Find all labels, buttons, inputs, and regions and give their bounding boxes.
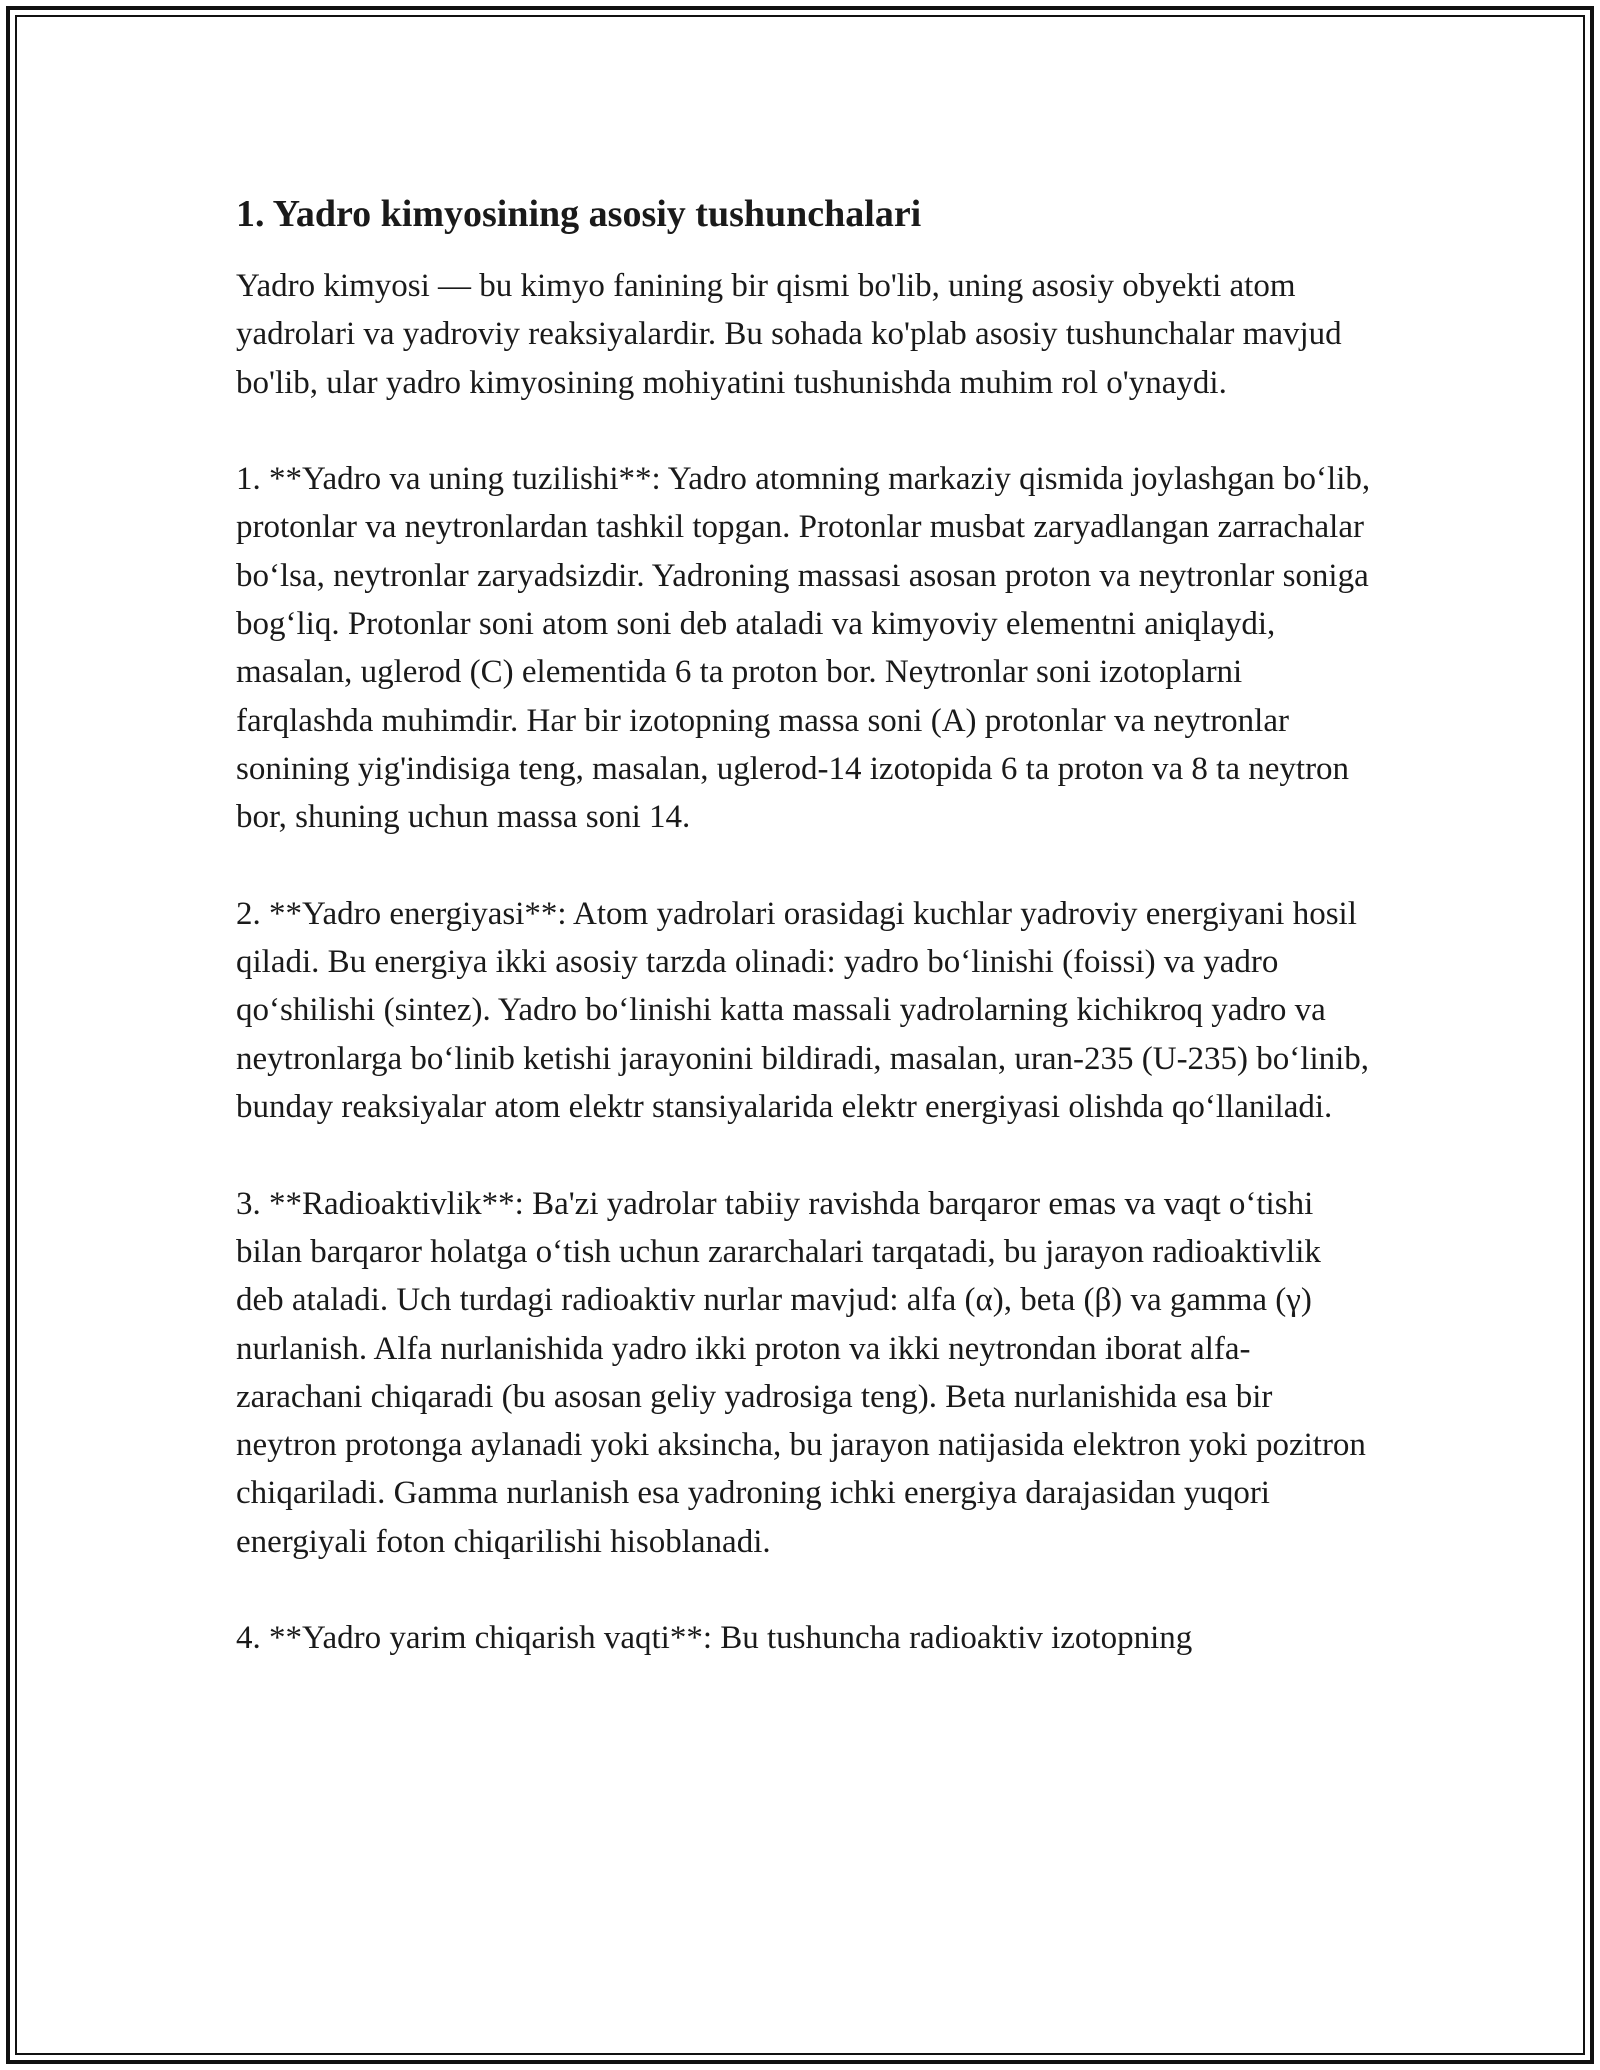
intro-paragraph: Yadro kimyosi — bu kimyo fanining bir qismi bo'lib, uning asosiy obyekti atom yadrolari va yadroviy reaksiyalardir. Bu sohada ko'plab asosiy tushunchalar mavjud bo'lib, ular yadro kimyosining mohiyatini tushunishda muhim rol o'ynaydi. — [236, 268, 1342, 401]
paragraph-radioactivity: 3. **Radioaktivlik**: Ba'zi yadrolar tabiiy ravishda barqaror emas va vaqt o‘tishi bilan barqaror holatga o‘tish uchun zararchalari tarqatadi, bu jarayon radioaktivlik deb ataladi. Uch turdagi radioaktiv nurlar mavjud: alfa (α), beta (β) va gamma (γ) nurlanish. Alfa nurlanishida yadro ikki proton va ikki neytrondan iborat alfa-zarachani chiqaradi (bu asosan geliy yadrosiga teng). Beta nurlanishida esa bir neytron protonga aylanadi yoki aksincha, bu jarayon natijasida elektron yoki pozitron chiqariladi. Gamma nurlanish esa yadroning ichki energiya darajasidan yuqori energiyali foton chiqarilishi hisoblanadi. — [236, 1185, 1366, 1560]
paragraph-nucleus-structure: 1. **Yadro va uning tuzilishi**: Yadro atomning markaziy qismida joylashgan bo‘lib, protonlar va neytronlardan tashkil topgan. Protonlar musbat zaryadlangan zarrachalar bo‘lsa, neytronlar zaryadsizdir. Yadroning massasi asosan proton va neytronlar soniga bog‘liq. Protonlar soni atom soni deb ataladi va kimyoviy elementni aniqlaydi, masalan, uglerod (C) elementida 6 ta proton bor. Neytronlar soni izotoplarni farqlashda muhimdir. Har bir izotopning massa soni (A) protonlar va neytronlar sonining yig'indisiga teng, masalan, uglerod-14 izotopida 6 ta proton va 8 ta neytron bor, shuning uchun massa soni 14. — [236, 461, 1371, 836]
document-body — [236, 186, 1376, 1711]
paragraph-half-life: 4. **Yadro yarim chiqarish vaqti**: Bu tushuncha radioaktiv izotopning — [236, 1620, 1193, 1657]
paragraph-nuclear-energy: 2. **Yadro energiyasi**: Atom yadrolari orasidagi kuchlar yadroviy energiyani hosil qiladi. Bu energiya ikki asosiy tarzda olinadi: yadro bo‘linishi (foissi) va yadro qo‘shilishi (sintez). Yadro bo‘linishi katta massali yadrolarning kichikroq yadro va neytronlarga bo‘linib ketishi jarayonini bildiradi, masalan, uran-235 (U-235) bo‘linib, bunday reaksiyalar atom elektr stansiyalarida elektr energiyasi olishda qo‘llaniladi. — [236, 895, 1370, 1126]
section-heading: 1. Yadro kimyosining asosiy tushunchalari — [236, 193, 922, 235]
